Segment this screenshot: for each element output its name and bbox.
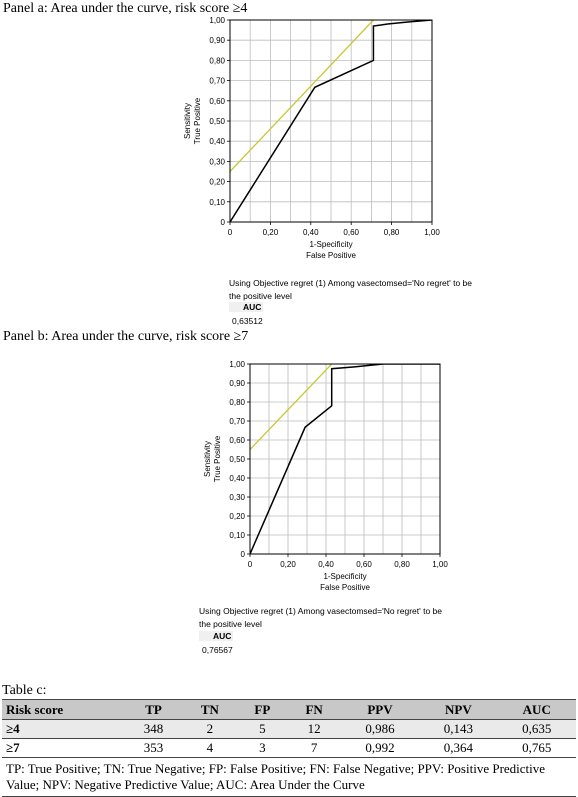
y-tick-label: 0,90 <box>209 36 225 46</box>
y-tick-label: 1,00 <box>209 16 225 25</box>
x-tick-label: 0,80 <box>394 560 410 569</box>
x-tick-label: 0,40 <box>303 228 319 237</box>
x-tick-label: 0,40 <box>318 560 334 569</box>
y-tick-label: 0,70 <box>209 76 225 86</box>
tangent-line <box>250 364 332 450</box>
x-axis-label-2: False Positive <box>306 251 356 260</box>
y-tick-label: 0,50 <box>209 117 225 126</box>
roc-chart-a <box>178 12 448 274</box>
header-tp: TP <box>125 700 183 720</box>
panel-a-auc-value: 0,63512 <box>232 316 263 326</box>
y-axis-label: Sensitivity <box>203 440 212 478</box>
panel-a-auc-label: AUC <box>229 302 263 312</box>
x-tick-label: 0,20 <box>280 560 296 569</box>
table-header-row <box>2 700 576 720</box>
y-tick-label: 0,70 <box>229 417 245 426</box>
x-axis-label: 1-Specificity <box>309 240 353 249</box>
table-caption: Table c: <box>2 683 47 698</box>
panel-b-note-line2: the positive level <box>199 619 262 629</box>
header-tn: TN <box>182 700 237 720</box>
panel-a-title: Panel a: Area under the curve, risk score ≥4 <box>3 1 248 16</box>
cell-risk-score: ≥7 <box>2 739 125 758</box>
y-tick-label: 0,90 <box>229 379 245 388</box>
cell-risk-score: ≥4 <box>2 720 125 739</box>
cell-npv: 0,143 <box>419 720 497 739</box>
cell-fp: 3 <box>237 739 287 758</box>
y-axis-label-2: True Positive <box>213 435 222 483</box>
y-tick-label: 0,10 <box>229 531 245 540</box>
y-tick-label: 0,10 <box>209 197 225 207</box>
cell-auc: 0,765 <box>498 739 576 758</box>
results-table <box>2 699 576 797</box>
x-tick-label: 1,00 <box>424 228 440 237</box>
header-auc: AUC <box>498 700 576 720</box>
panel-b-auc-label: AUC <box>199 631 233 641</box>
y-tick-label: 0,80 <box>209 56 225 66</box>
cell-fn: 12 <box>288 720 341 739</box>
table-footnote: TP: True Positive; TN: True Negative; FP: False Positive; FN: False Negative; PPV: Positive Predictive Value; NPV: Negative Predictive Value; AUC: Area Under the Curve <box>2 758 576 797</box>
cell-ppv: 0,986 <box>341 720 419 739</box>
cell-tp: 348 <box>125 720 183 739</box>
y-tick-label: 0,40 <box>209 137 225 147</box>
y-tick-label: 0,30 <box>229 493 245 502</box>
table-footnote-row <box>2 758 576 797</box>
table-row <box>2 720 576 739</box>
cell-auc: 0,635 <box>498 720 576 739</box>
y-tick-label: 0 <box>240 550 245 559</box>
cell-tn: 4 <box>182 739 237 758</box>
x-tick-label: 0,60 <box>343 228 359 237</box>
panel-b-auc-value: 0,76567 <box>202 645 233 655</box>
panel-a-note-line2: the positive level <box>229 291 292 301</box>
panel-b-note-line1: Using Objective regret (1) Among vasectomsed='No regret' to be <box>199 606 443 616</box>
header-npv: NPV <box>419 700 497 720</box>
header-fp: FP <box>237 700 287 720</box>
y-tick-label: 0,80 <box>229 398 245 407</box>
cell-tn: 2 <box>182 720 237 739</box>
y-axis-label-2: True Positive <box>193 97 202 145</box>
x-tick-label: 0 <box>247 560 253 569</box>
y-tick-label: 1,00 <box>229 360 245 369</box>
x-tick-label: 0,80 <box>383 228 400 237</box>
x-tick-label: 0,60 <box>356 560 372 569</box>
header-ppv: PPV <box>341 700 419 720</box>
x-axis-label: 1-Specificity <box>323 572 367 581</box>
cell-fp: 5 <box>237 720 287 739</box>
y-tick-label: 0,20 <box>209 177 225 187</box>
y-tick-label: 0,30 <box>209 157 225 167</box>
table-row <box>2 739 576 758</box>
tangent-line <box>230 20 373 172</box>
panel-a-note-line1: Using Objective regret (1) Among vasectomsed='No regret' to be <box>229 278 473 288</box>
y-tick-label: 0 <box>220 218 225 227</box>
cell-npv: 0,364 <box>419 739 497 758</box>
y-axis-label: Sensitivity <box>183 102 192 140</box>
header-fn: FN <box>288 700 341 720</box>
cell-tp: 353 <box>125 739 183 758</box>
y-tick-label: 0,20 <box>229 512 245 521</box>
y-tick-label: 0,60 <box>229 436 245 445</box>
header-risk-score: Risk score <box>2 700 125 720</box>
x-tick-label: 0 <box>227 228 233 237</box>
panel-b-title: Panel b: Area under the curve, risk score ≥7 <box>3 329 249 344</box>
cell-fn: 7 <box>288 739 341 758</box>
x-tick-label: 1,00 <box>432 560 448 569</box>
roc-chart-b <box>198 358 458 606</box>
x-axis-label-2: False Positive <box>320 583 370 592</box>
cell-ppv: 0,992 <box>341 739 419 758</box>
x-tick-label: 0,20 <box>262 228 279 237</box>
y-tick-label: 0,40 <box>229 474 245 483</box>
y-tick-label: 0,50 <box>229 455 245 464</box>
y-tick-label: 0,60 <box>209 96 225 106</box>
